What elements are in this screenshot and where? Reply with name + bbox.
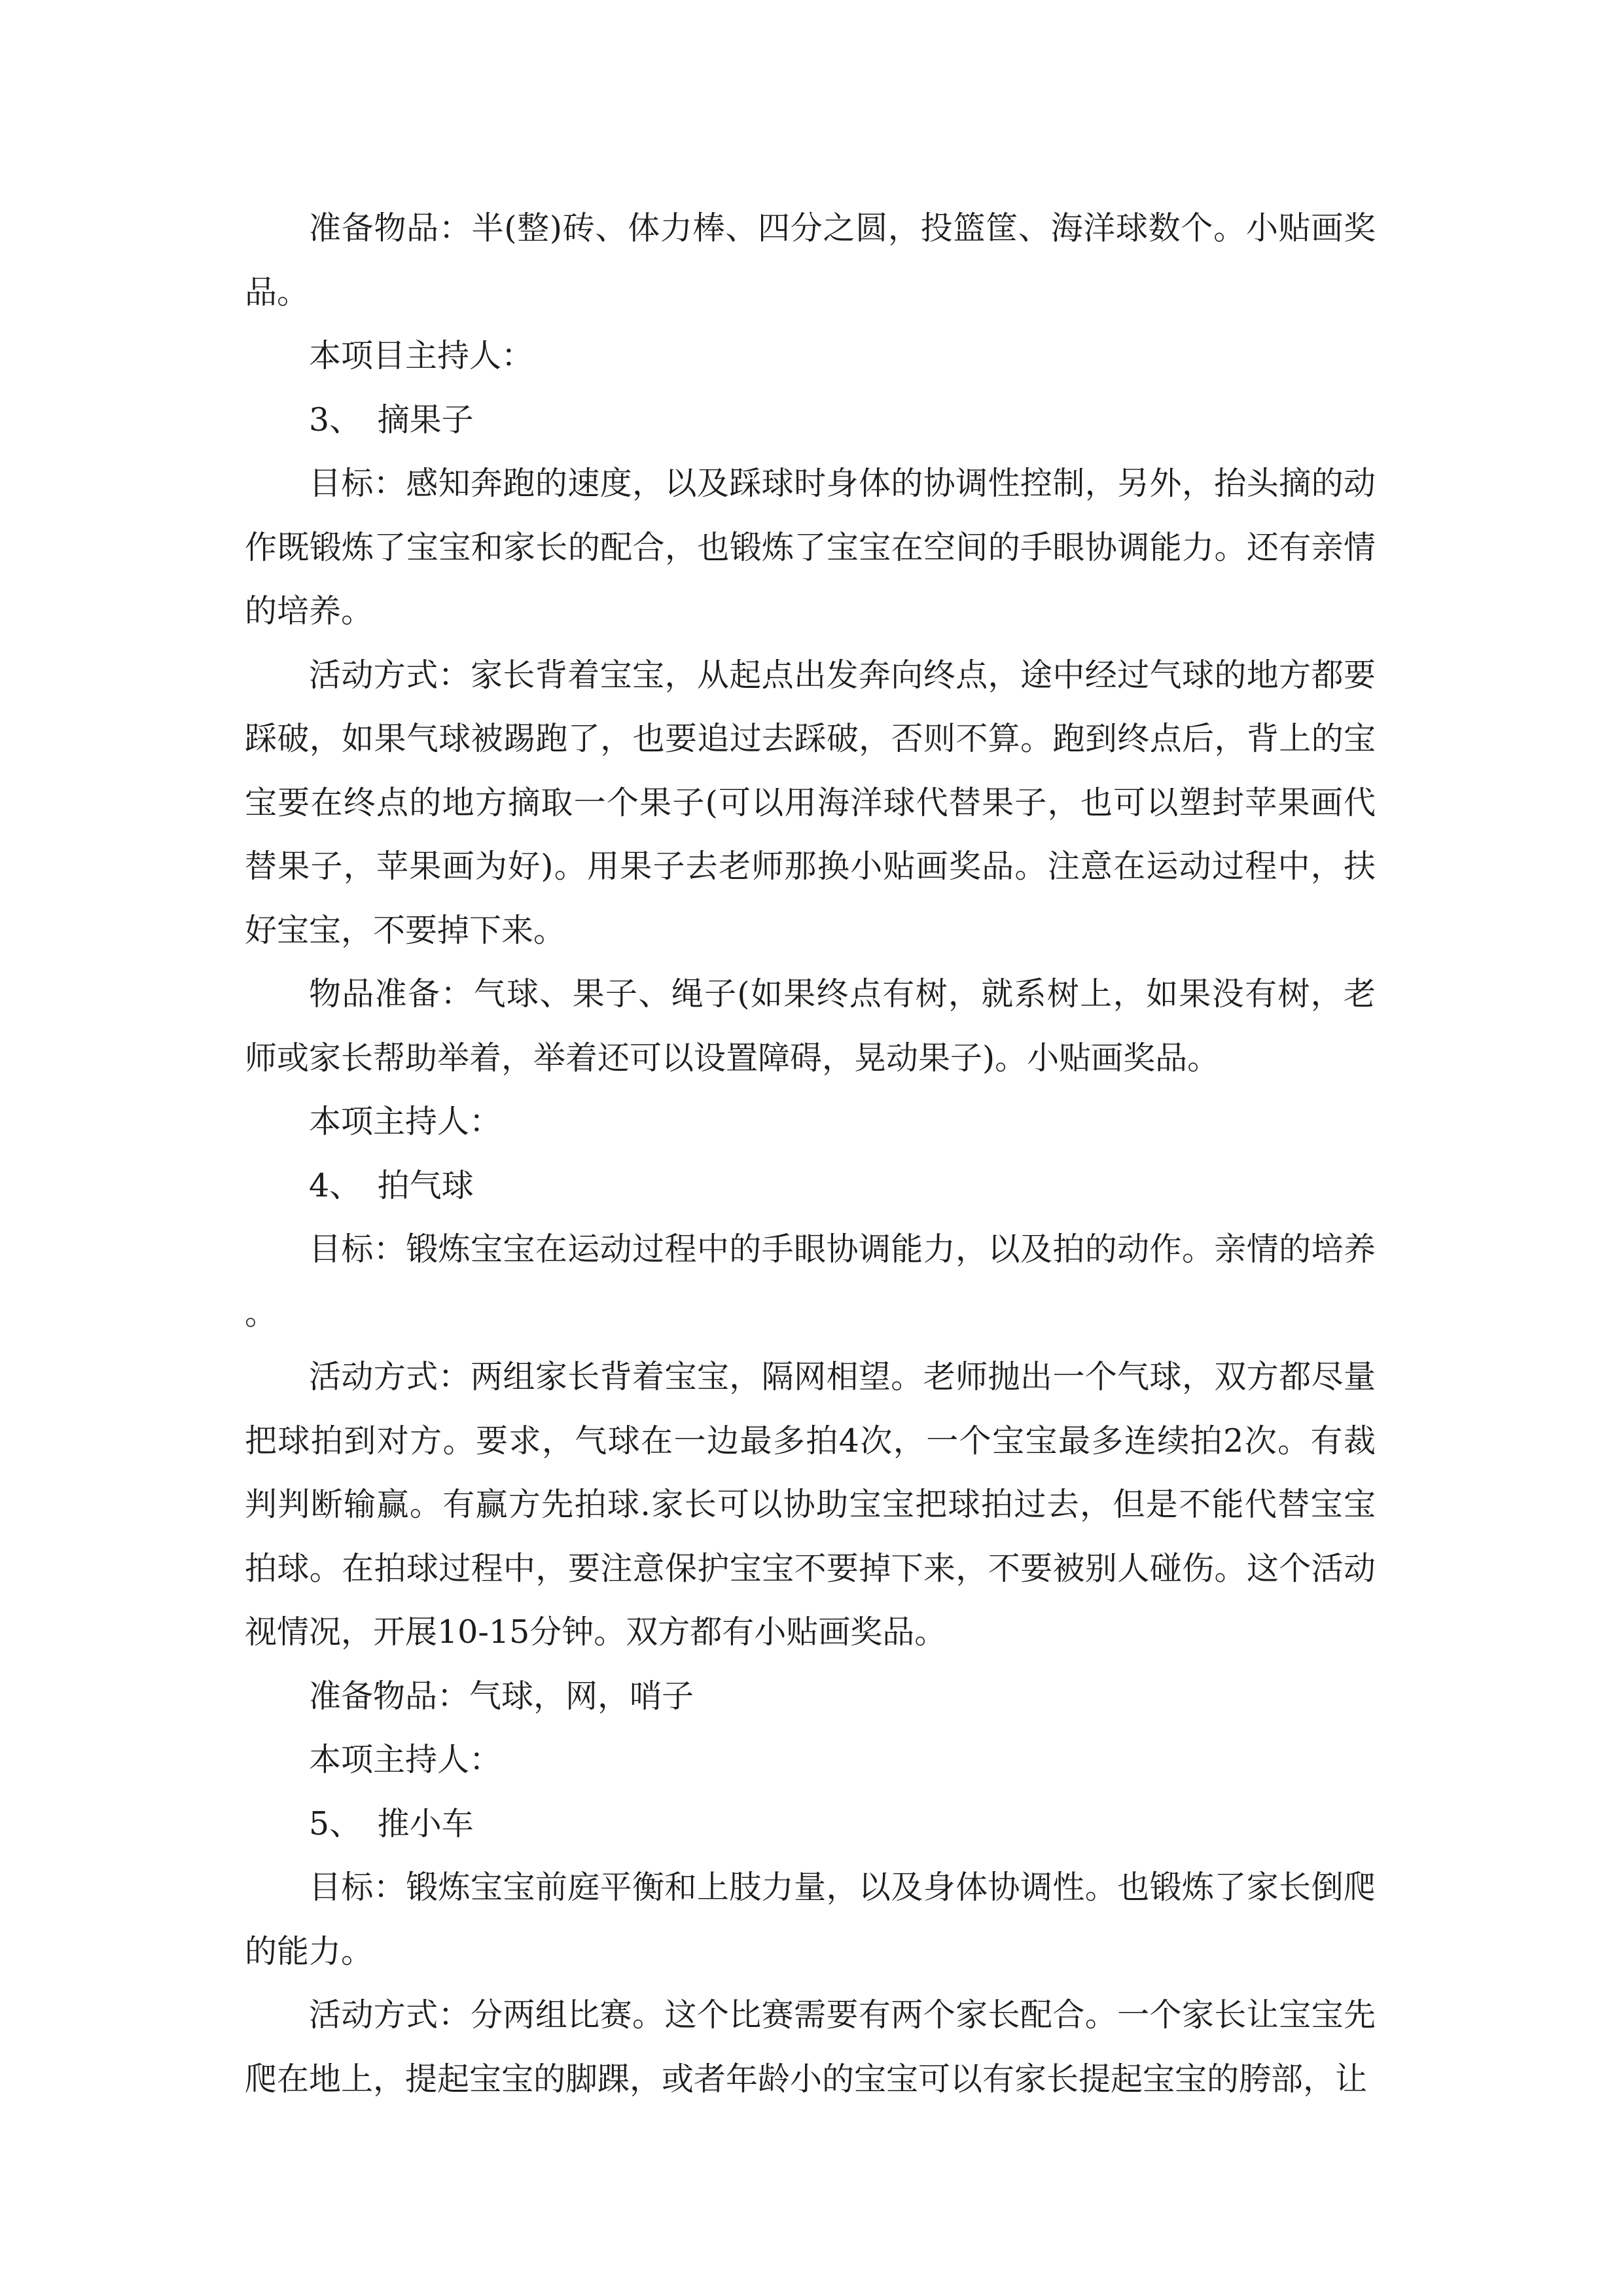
paragraph-host: 本项主持人： <box>309 1103 502 1140</box>
paragraph-goal: 目标：感知奔跑的速度，以及踩球时身体的协调性控制，另外，抬头摘的动作既锻炼了宝宝和家长的配合，也锻炼了宝宝在空间的手眼协调能力。还有亲情的培养。 <box>245 465 1376 630</box>
section-heading-pat-balloon: 4、 拍气球 <box>309 1166 474 1204</box>
paragraph-materials: 准备物品：气球，网，哨子 <box>309 1677 694 1715</box>
paragraph-goal: 目标：锻炼宝宝在运动过程中的手眼协调能力，以及拍的动作。亲情的培养。 <box>245 1230 1376 1332</box>
paragraph-item-prep: 物品准备：气球、果子、绳子(如果终点有树，就系树上，如果没有树，老师或家长帮助举着，举着还可以设置障碍，晃动果子)。小贴画奖品。 <box>245 975 1376 1077</box>
paragraph-host: 本项目主持人： <box>309 337 534 374</box>
paragraph-activity-method: 活动方式：两组家长背着宝宝，隔网相望。老师抛出一个气球，双方都尽量把球拍到对方。要求，气球在一边最多拍4次，一个宝宝最多连续拍2次。有裁判判断输赢。有赢方先拍球.家长可以协助宝宝把球拍过去，但是不能代替宝宝拍球。在拍球过程中，要注意保护宝宝不要掉下来，不要被别人碰伤。这个活动视情况，开展10-15分钟。双方都有小贴画奖品。 <box>245 1358 1376 1651</box>
paragraph-activity-method: 活动方式：分两组比赛。这个比赛需要有两个家长配合。一个家长让宝宝先爬在地上，提起宝宝的脚踝，或者年龄小的宝宝可以有家长提起宝宝的胯部，让 <box>245 1996 1376 2098</box>
section-heading-push-cart: 5、 推小车 <box>309 1804 474 1842</box>
paragraph-activity-method: 活动方式：家长背着宝宝，从起点出发奔向终点，途中经过气球的地方都要踩破，如果气球被踢跑了，也要追过去踩破，否则不算。跑到终点后，背上的宝宝要在终点的地方摘取一个果子(可以用海洋球代替果子，也可以塑封苹果画代替果子，苹果画为好)。用果子去老师那换小贴画奖品。注意在运动过程中，扶好宝宝，不要掉下来。 <box>245 656 1376 949</box>
paragraph-materials: 准备物品：半(整)砖、体力棒、四分之圆，投篮筐、海洋球数个。小贴画奖品。 <box>245 209 1376 311</box>
paragraph-goal: 目标：锻炼宝宝前庭平衡和上肢力量，以及身体协调性。也锻炼了家长倒爬的能力。 <box>245 1869 1376 1970</box>
document-body <box>245 196 1376 2111</box>
section-heading-pick-fruit: 3、 摘果子 <box>309 401 474 439</box>
paragraph-host: 本项主持人： <box>309 1741 502 1778</box>
